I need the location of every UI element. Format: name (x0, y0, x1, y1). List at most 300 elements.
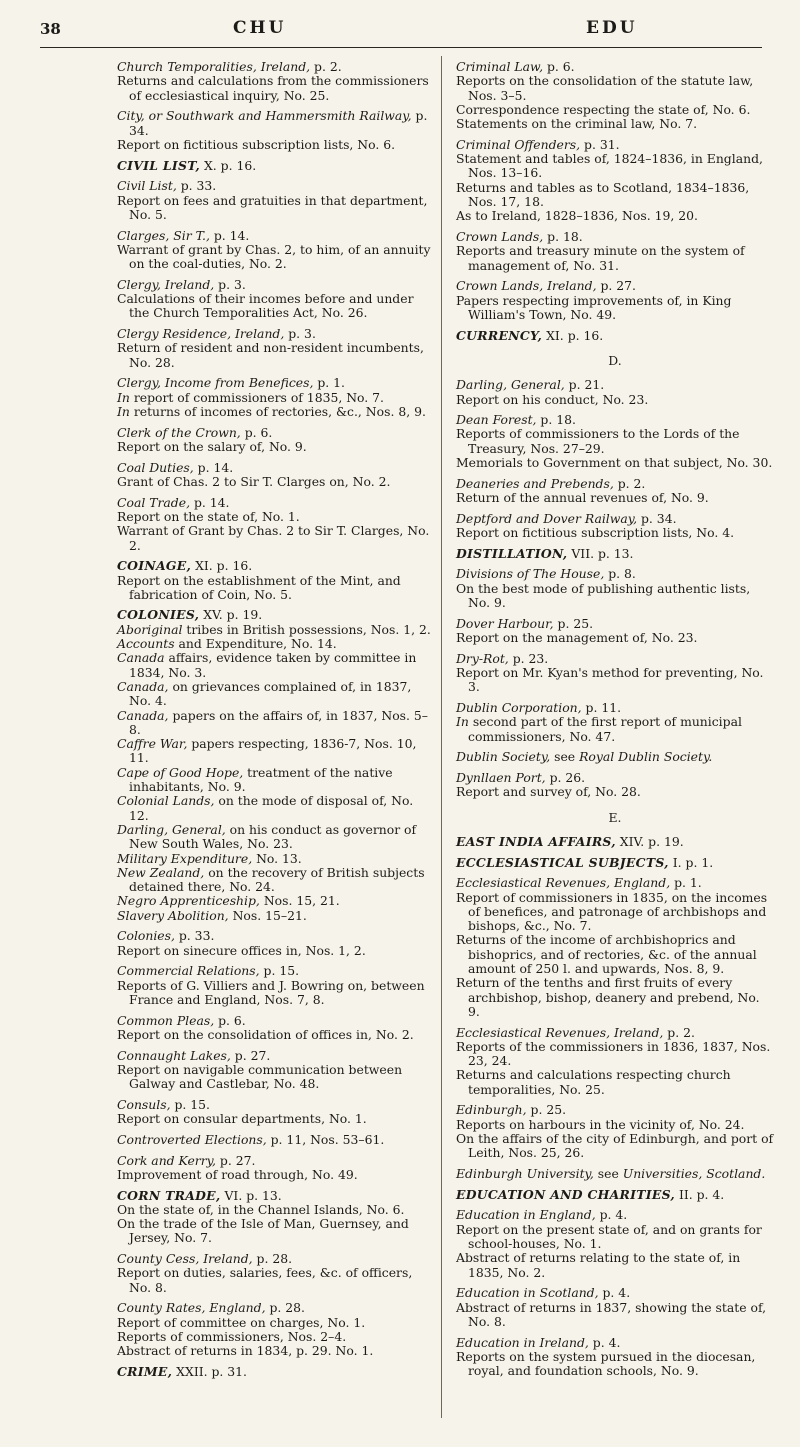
entry-subject: Ecclesiastical Revenues, Ireland, (456, 1024, 664, 1040)
entry-reference-line (456, 526, 774, 540)
entry-reference: p. 11, Nos. 53–61. (266, 1131, 385, 1147)
index-entry (117, 559, 435, 602)
entry-reference-line (456, 74, 774, 103)
entry-reference: VII. p. 13. (567, 545, 634, 561)
section-heading: COINAGE, (117, 558, 192, 574)
entry-reference: XI. p. 16. (542, 327, 604, 343)
entry-reference-line (117, 1112, 435, 1126)
entry-reference: p. 6. (240, 424, 273, 440)
entry-heading-line (456, 750, 774, 764)
index-entry (456, 378, 774, 407)
entry-reference: p. 14. (193, 459, 234, 475)
entry-reference: Report on fictitious subscription lists, No. 4. (456, 525, 735, 541)
entry-subject: Dover Harbour, (456, 615, 554, 631)
entry-reference: Reports on the consolidation of the statute law, Nos. 3–5. (456, 73, 754, 103)
entry-reference: Report on the establishment of the Mint, and fabrication of Coin, No. 5. (117, 572, 401, 602)
entry-reference-line (456, 1118, 774, 1132)
entry-reference: p. 6. (214, 1012, 246, 1028)
entry-heading-line (117, 179, 435, 193)
index-entry (456, 876, 774, 1019)
entry-reference-line (117, 1266, 435, 1295)
section-heading: COLONIES, (117, 607, 200, 623)
entry-reference: On the state of, in the Channel Islands, No. 6. (117, 1201, 405, 1217)
entry-reference: Statement and tables of, 1824–1836, in England, Nos. 13–16. (456, 151, 763, 181)
entry-subject: Darling, General, (117, 821, 226, 837)
entry-subject: Darling, General, (456, 377, 565, 393)
entry-reference: Reports of commissioners, Nos. 2–4. (117, 1329, 347, 1345)
entry-heading-line (456, 138, 774, 152)
index-entry (117, 929, 435, 958)
entry-heading-line (117, 109, 435, 138)
entry-reference: Report on fictitious subscription lists, No. 6. (117, 136, 396, 152)
entry-reference-line (117, 623, 435, 637)
entry-reference: Reports on the system pursued in the diocesan, royal, and foundation schools, No. 9. (456, 1348, 756, 1379)
entry-reference-line (117, 680, 435, 709)
entry-reference-line (117, 1344, 435, 1358)
entry-reference: Report on navigable communication between Galway and Castlebar, No. 48. (117, 1061, 403, 1092)
entry-subject: Accounts (117, 636, 175, 652)
entry-heading-line (117, 461, 435, 475)
entry-reference: report of commissioners of 1835, No. 7. (129, 389, 384, 405)
entry-reference: Report on the management of, No. 23. (456, 630, 698, 645)
entry-reference: Report on the present state of, and on grants for school-houses, No. 1. (456, 1221, 762, 1251)
entry-reference: on the recovery of British subjects detained there, No. 24. (129, 864, 425, 895)
entry-heading-line (456, 1188, 774, 1202)
cross-reference: Universities, Scotland. (622, 1166, 766, 1182)
entry-reference-line (117, 405, 435, 419)
index-entry (117, 109, 435, 152)
entry-reference-line (456, 294, 774, 323)
entry-heading-line (456, 567, 774, 581)
entry-heading-line (456, 771, 774, 785)
entry-heading-line (456, 652, 774, 666)
index-entry (456, 547, 774, 561)
entry-reference-line (117, 1330, 435, 1344)
entry-heading-line (456, 1026, 774, 1040)
entry-heading-line (117, 1189, 435, 1203)
entry-heading-line (117, 159, 435, 173)
entry-subject: Clarges, Sir T., (117, 227, 210, 243)
index-entry (456, 835, 774, 849)
entry-reference: p. 1. (313, 375, 345, 391)
entry-reference: On the trade of the Isle of Man, Guernsey, and Jersey, No. 7. (117, 1216, 409, 1246)
entry-subject: Clergy, Income from Benefices, (117, 375, 314, 391)
entry-heading-line (117, 327, 435, 341)
entry-subject: Common Pleas, (117, 1012, 215, 1028)
entry-reference: p. 31. (580, 136, 620, 152)
entry-heading-line (117, 229, 435, 243)
entry-reference: papers on the affairs of, in 1837, Nos. 5–8. (129, 707, 429, 737)
entry-subject: Coal Duties, (117, 459, 194, 475)
entry-reference-line (117, 74, 435, 103)
index-entry (117, 376, 435, 419)
entry-reference: p. 18. (543, 229, 583, 245)
entry-heading-line (456, 701, 774, 715)
entry-reference-line (117, 440, 435, 454)
entry-reference: on the mode of disposal of, No. 12. (129, 793, 414, 823)
entry-reference-line (117, 1063, 435, 1092)
entry-reference-line (456, 631, 774, 645)
entry-heading-line (456, 1208, 774, 1222)
entry-reference-line (456, 1223, 774, 1252)
index-entry (117, 964, 435, 1007)
entry-heading-line (117, 1365, 435, 1379)
index-entry (456, 60, 774, 131)
entry-reference: XXII. p. 31. (172, 1364, 247, 1380)
entry-reference: Report on duties, salaries, fees, &c. of officers, No. 8. (117, 1265, 413, 1295)
entry-subject: Military Expenditure, (117, 850, 253, 866)
entry-reference: p. 27. (215, 1152, 256, 1168)
entry-subject: Education in England, (456, 1207, 596, 1223)
entry-heading-line (456, 477, 774, 491)
index-entry (117, 1154, 435, 1183)
entry-reference-line (456, 152, 774, 181)
running-head-left: CHU (233, 18, 287, 38)
entry-reference: Reports on harbours in the vicinity of, No. 24. (456, 1116, 745, 1132)
index-entry (117, 1252, 435, 1295)
index-entry (117, 1133, 435, 1147)
entry-reference: p. 25. (553, 615, 594, 631)
entry-subject: Edinburgh University, (456, 1166, 594, 1182)
index-entry (117, 496, 435, 553)
entry-subject: Dublin Corporation, (456, 699, 582, 715)
entry-reference: p. 33. (174, 928, 215, 944)
entry-reference-line (117, 1217, 435, 1246)
entry-reference: As to Ireland, 1828–1836, Nos. 19, 20. (456, 208, 698, 224)
entry-reference: Memorials to Government on that subject, No. 30. (456, 455, 773, 471)
entry-reference-line (456, 103, 774, 117)
entry-reference: p. 25. (526, 1102, 567, 1118)
entry-reference: Report on the consolidation of offices in, No. 2. (117, 1026, 414, 1042)
entry-reference: p. 2. (310, 59, 342, 74)
index-entry (456, 652, 774, 695)
entry-reference-line (456, 1251, 774, 1280)
entry-reference-line (456, 785, 774, 799)
index-entry (456, 1026, 774, 1097)
entry-reference: and Expenditure, No. 14. (174, 636, 337, 652)
entry-subject: Criminal Offenders, (456, 136, 581, 152)
header-rule (40, 47, 762, 48)
entry-reference: p. 14. (190, 494, 230, 510)
entry-reference: Report on sinecure offices in, Nos. 1, 2. (117, 942, 366, 958)
entry-reference-line (456, 976, 774, 1019)
entry-reference-line (117, 737, 435, 766)
entry-subject: Crown Lands, Ireland, (456, 278, 597, 294)
entry-subject: Slavery Abolition, (117, 907, 229, 923)
entry-subject: Civil List, (117, 178, 177, 194)
section-heading: EAST INDIA AFFAIRS, (456, 833, 616, 849)
entry-reference: Returns and calculations from the commissioners of ecclesiastical inquiry, No. 25. (117, 73, 429, 103)
entry-subject: In (456, 714, 469, 730)
entry-reference: Abstract of returns in 1837, showing the state of, No. 8. (456, 1299, 767, 1329)
entry-reference: p. 4. (595, 1207, 628, 1223)
entry-heading-line (456, 329, 774, 343)
index-entry (117, 159, 435, 173)
entry-reference-line (117, 852, 435, 866)
entry-reference: Calculations of their incomes before and under the Church Temporalities Act, No. 26. (117, 291, 414, 321)
entry-reference-line (456, 891, 774, 934)
entry-reference: XV. p. 19. (199, 607, 263, 623)
entry-subject: Education in Scotland, (456, 1285, 599, 1301)
index-entry (456, 1188, 774, 1202)
entry-subject: Cape of Good Hope, (117, 764, 244, 780)
entry-reference-line (456, 456, 774, 470)
entry-heading-line (456, 547, 774, 561)
section-heading: CURRENCY, (456, 327, 543, 343)
entry-reference-line (117, 243, 435, 272)
index-entry (117, 426, 435, 455)
entry-subject: Ecclesiastical Revenues, England, (456, 875, 671, 891)
entry-reference: Warrant of grant by Chas. 2, to him, of an annuity on the coal-duties, No. 2. (117, 241, 431, 272)
index-entry (117, 1049, 435, 1092)
index-entry (456, 750, 774, 764)
entry-heading-line (117, 559, 435, 573)
entry-reference: Warrant of Grant by Chas. 2 to Sir T. Clarges, No. 2. (117, 523, 430, 553)
entry-reference: p. 15. (170, 1096, 210, 1112)
entry-reference: Report on fees and gratuities in that department, No. 5. (117, 192, 428, 222)
entry-heading-line (117, 496, 435, 510)
entry-reference: Report on the state of, No. 1. (117, 508, 300, 524)
entry-reference: see (593, 1166, 623, 1182)
index-entry (117, 461, 435, 490)
entry-reference-line (117, 475, 435, 489)
entry-heading-line (456, 1103, 774, 1117)
entry-reference: XIV. p. 19. (615, 833, 684, 849)
entry-heading-line (117, 426, 435, 440)
entry-reference-line (456, 181, 774, 210)
entry-reference-line (456, 666, 774, 695)
entry-subject: Criminal Law, (456, 59, 544, 74)
entry-reference: Return of the annual revenues of, No. 9. (456, 490, 709, 506)
entry-reference: Returns and calculations respecting church temporalities, No. 25. (456, 1067, 731, 1097)
entry-reference: Report on Mr. Kyan's method for preventing, No. 3. (456, 664, 764, 695)
entry-reference: p. 21. (564, 377, 605, 393)
entry-reference: II. p. 4. (675, 1186, 725, 1202)
entry-reference-line (117, 292, 435, 321)
index-entry (117, 1014, 435, 1043)
entry-reference: p. 34. (129, 108, 428, 138)
entry-subject: Canada (117, 650, 165, 666)
index-entry (456, 701, 774, 744)
entry-heading-line (117, 1252, 435, 1266)
entry-reference: p. 3. (284, 326, 316, 342)
entry-heading-line (117, 278, 435, 292)
index-entry (456, 1286, 774, 1329)
index-entry (456, 856, 774, 870)
entry-reference: p. 2. (663, 1024, 695, 1040)
index-entry (456, 477, 774, 506)
index-entry (117, 278, 435, 321)
entry-subject: Commercial Relations, (117, 963, 260, 979)
entry-reference-line (456, 117, 774, 131)
entry-heading-line (456, 835, 774, 849)
entry-reference-line (456, 933, 774, 976)
entry-reference-line (117, 651, 435, 680)
entry-reference-line (456, 393, 774, 407)
entry-reference-line (117, 1316, 435, 1330)
section-heading: CRIME, (117, 1364, 173, 1380)
entry-reference-line (117, 709, 435, 738)
index-entry (456, 617, 774, 646)
entry-subject: Connaught Lakes, (117, 1047, 231, 1063)
entry-reference: XI. p. 16. (191, 558, 253, 574)
entry-reference: VI. p. 13. (220, 1187, 282, 1203)
entry-reference: tribes in British possessions, Nos. 1, 2. (182, 621, 431, 637)
entry-reference: second part of the first report of municipal commissioners, No. 47. (468, 714, 742, 744)
entry-reference-line (117, 391, 435, 405)
entry-subject: Deptford and Dover Railway, (456, 510, 638, 526)
entry-heading-line (117, 1014, 435, 1028)
entry-subject: Deaneries and Prebends, (456, 475, 614, 491)
entry-heading-line (117, 608, 435, 622)
entry-subject: Negro Apprenticeship, (117, 893, 260, 909)
index-entry (456, 771, 774, 800)
entry-reference: I. p. 1. (668, 854, 714, 870)
entry-heading-line (456, 413, 774, 427)
entry-subject: County Cess, Ireland, (117, 1251, 253, 1267)
entry-heading-line (117, 1133, 435, 1147)
entry-subject: Caffre War, (117, 736, 188, 752)
entry-reference: p. 27. (596, 278, 636, 294)
entry-reference-line (456, 1068, 774, 1097)
entry-reference-line (456, 209, 774, 223)
entry-reference: Statements on the criminal law, No. 7. (456, 116, 698, 132)
entry-reference: p. 34. (637, 510, 677, 526)
entry-reference: affairs, evidence taken by committee in 1834, No. 3. (129, 650, 417, 680)
entry-reference-line (117, 341, 435, 370)
index-entry (456, 279, 774, 322)
entry-reference: p. 23. (508, 650, 549, 666)
entry-reference: p. 1. (670, 875, 702, 891)
entry-reference: Reports and treasury minute on the system of management of, No. 31. (456, 243, 745, 273)
entry-reference: Return of resident and non-resident incumbents, No. 28. (117, 340, 424, 370)
entry-reference: Report on the salary of, No. 9. (117, 438, 307, 454)
entry-reference: Reports of G. Villiers and J. Bowring on, between France and England, Nos. 7, 8. (117, 977, 425, 1007)
entry-heading-line (456, 60, 774, 74)
entry-reference: treatment of the native inhabitants, No. 9. (129, 764, 393, 795)
column-divider (441, 56, 442, 1418)
index-entry (456, 567, 774, 610)
entry-reference: Report and survey of, No. 28. (456, 784, 641, 800)
index-entry (456, 230, 774, 273)
entry-reference: Improvement of road through, No. 49. (117, 1166, 358, 1182)
entry-reference-line (117, 510, 435, 524)
entry-heading-line (117, 1154, 435, 1168)
entry-reference: Nos. 15, 21. (259, 893, 340, 909)
entry-subject: Colonial Lands, (117, 793, 215, 809)
entry-heading-line (456, 876, 774, 890)
entry-heading-line (456, 512, 774, 526)
entry-heading-line (456, 1336, 774, 1350)
section-heading: EDUCATION AND CHARITIES, (456, 1186, 675, 1202)
entry-reference: on his conduct as governor of New South Wales, No. 23. (129, 821, 417, 852)
entry-reference-line (117, 194, 435, 223)
entry-subject: Divisions of The House, (456, 566, 605, 582)
entry-heading-line (117, 1098, 435, 1112)
page-number: 38 (40, 20, 61, 38)
index-entry (456, 1336, 774, 1379)
entry-subject: Clerk of the Crown, (117, 424, 241, 440)
entry-reference: p. 2. (613, 475, 646, 491)
entry-subject: Aboriginal (117, 621, 183, 637)
entry-subject: Crown Lands, (456, 229, 544, 245)
entry-reference-line (117, 1168, 435, 1182)
entry-heading-line (456, 230, 774, 244)
entry-heading-line (456, 1286, 774, 1300)
entry-subject: Dean Forest, (456, 412, 537, 428)
entry-reference-line (456, 1040, 774, 1069)
entry-subject: Edinburgh, (456, 1102, 527, 1118)
entry-reference: p. 28. (265, 1300, 305, 1316)
entry-reference-line (456, 491, 774, 505)
entry-reference: p. 14. (209, 227, 250, 243)
entry-reference-line (117, 637, 435, 651)
entry-reference: p. 33. (176, 178, 217, 194)
entry-subject: Consuls, (117, 1096, 171, 1112)
entry-reference-line (117, 794, 435, 823)
entry-subject: Coal Trade, (117, 494, 191, 510)
entry-reference-line (117, 909, 435, 923)
entry-subject: New Zealand, (117, 864, 205, 880)
entry-subject: Colonies, (117, 928, 175, 944)
entry-reference: Reports of commissioners to the Lords of the Treasury, Nos. 27–29. (456, 426, 740, 456)
entry-heading-line (117, 1301, 435, 1315)
entry-reference: Nos. 15–21. (228, 907, 307, 923)
entry-reference: p. 6. (543, 59, 575, 74)
entry-subject: Dynllaen Port, (456, 769, 546, 785)
entry-heading-line (456, 279, 774, 293)
section-heading: CORN TRADE, (117, 1187, 221, 1203)
entry-reference-line (456, 244, 774, 273)
entry-reference: Report on his conduct, No. 23. (456, 391, 649, 407)
entry-heading-line (456, 617, 774, 631)
index-entry (117, 327, 435, 370)
entry-reference: X. p. 16. (200, 157, 257, 173)
entry-heading-line (117, 60, 435, 74)
section-heading: ECCLESIASTICAL SUBJECTS, (456, 854, 669, 870)
entry-heading-line (117, 929, 435, 943)
entry-reference-line (117, 866, 435, 895)
entry-reference-line (117, 138, 435, 152)
entry-reference-line (117, 823, 435, 852)
entry-reference: Correspondence respecting the state of, No. 6. (456, 101, 751, 117)
index-entry (456, 329, 774, 343)
entry-reference: p. 27. (230, 1047, 271, 1063)
entry-reference: p. 18. (536, 412, 576, 428)
entry-subject: Clergy, Ireland, (117, 276, 215, 292)
section-heading: CIVIL LIST, (117, 157, 201, 173)
entry-subject: In (117, 389, 130, 405)
index-entry (117, 229, 435, 272)
index-entry (117, 1365, 435, 1379)
entry-reference-line (117, 944, 435, 958)
entry-reference: see (550, 749, 580, 765)
entry-reference: Abstract of returns relating to the state of, in 1835, No. 2. (456, 1250, 741, 1280)
entry-reference: Report on consular departments, No. 1. (117, 1111, 367, 1127)
index-entry (456, 413, 774, 470)
entry-reference: p. 8. (604, 566, 636, 582)
entry-reference: Reports of the commissioners in 1836, 1837, Nos. 23, 24. (456, 1038, 771, 1069)
entry-heading-line (117, 376, 435, 390)
index-entry (117, 60, 435, 103)
entry-reference: p. 26. (545, 769, 586, 785)
entry-reference: Return of the tenths and first fruits of every archbishop, bishop, deanery and prebend, No. 9. (456, 975, 760, 1019)
entry-subject: Education in Ireland, (456, 1334, 589, 1350)
right-column (456, 60, 774, 1385)
entry-reference-line (117, 1203, 435, 1217)
entry-reference-line (117, 1028, 435, 1042)
entry-reference: Returns of the income of archbishoprics and bishoprics, and of rectories, &c. of the annual amount of 250 l. and upwards, Nos. 8, 9. (456, 932, 757, 976)
